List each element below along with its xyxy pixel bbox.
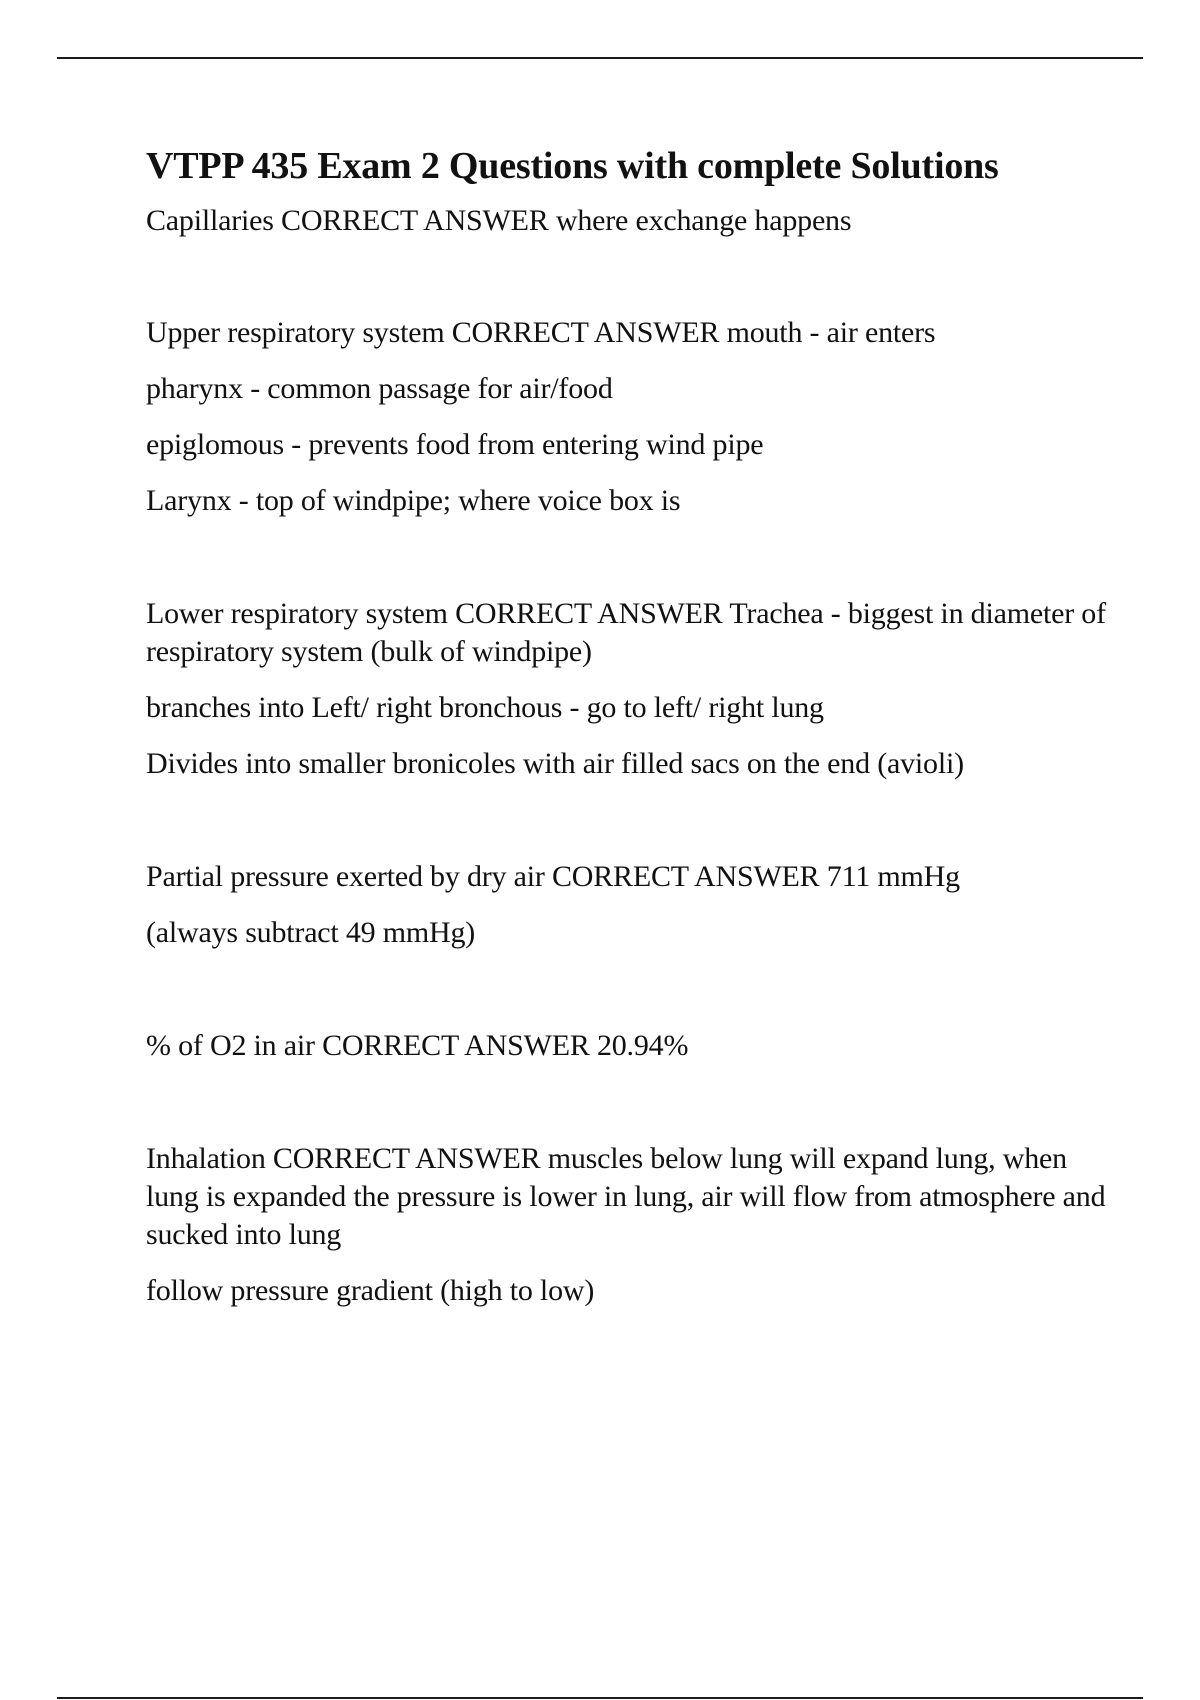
qa-line: % of O2 in air CORRECT ANSWER 20.94% — [146, 1029, 689, 1062]
section-spacer — [146, 952, 1106, 1027]
qa-partial-pressure — [146, 858, 1106, 952]
document-body — [146, 140, 1106, 1310]
qa-line: follow pressure gradient (high to low) — [146, 1274, 595, 1307]
qa-line: branches into Left/ right bronchous - go to left/ right lung — [146, 691, 824, 724]
qa-line: Divides into smaller bronicoles with air filled sacs on the end (avioli) — [146, 747, 964, 780]
section-spacer — [146, 520, 1106, 595]
qa-line: Lower respiratory system CORRECT ANSWER Trachea - biggest in diameter of respiratory system (bulk of windpipe) — [146, 597, 1106, 668]
qa-line: Partial pressure exerted by dry air CORRECT ANSWER 711 mmHg — [146, 860, 960, 893]
bottom-rule — [57, 1697, 1143, 1699]
qa-lower-respiratory — [146, 595, 1106, 783]
qa-line: Upper respiratory system CORRECT ANSWER mouth - air enters — [146, 316, 936, 349]
qa-capillaries — [146, 202, 1106, 240]
qa-oxygen-percent — [146, 1027, 1106, 1065]
section-spacer — [146, 240, 1106, 314]
section-spacer — [146, 783, 1106, 858]
qa-line: Larynx - top of windpipe; where voice box is — [146, 484, 681, 517]
qa-line: (always subtract 49 mmHg) — [146, 916, 476, 949]
qa-inhalation — [146, 1140, 1106, 1310]
qa-upper-respiratory — [146, 314, 1106, 520]
qa-line: Inhalation CORRECT ANSWER muscles below lung will expand lung, when lung is expanded the pressure is lower in lung, air will flow from atmosphere and sucked into lung — [146, 1142, 1106, 1251]
qa-line: epiglomous - prevents food from entering wind pipe — [146, 428, 764, 461]
qa-line: Capillaries CORRECT ANSWER where exchange happens — [146, 204, 852, 237]
qa-line: pharynx - common passage for air/food — [146, 372, 613, 405]
document-title: VTPP 435 Exam 2 Questions with complete Solutions — [146, 145, 999, 187]
top-rule — [57, 57, 1143, 59]
section-spacer — [146, 1065, 1106, 1140]
